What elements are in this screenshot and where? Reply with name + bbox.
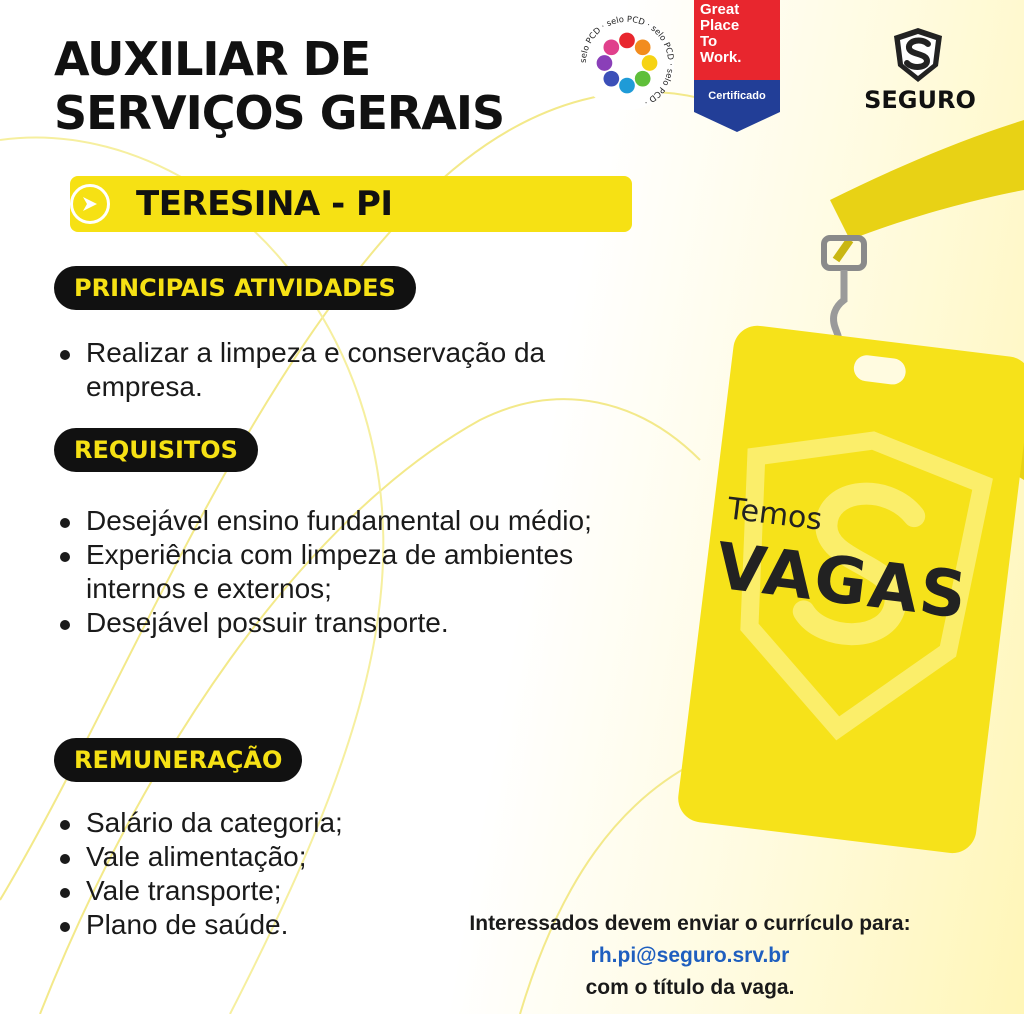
requirements-list [56,504,592,640]
list-item: Realizar a limpeza e conservação da [56,336,545,370]
gptw-line-2: Place [700,17,740,34]
gptw-line-1: Great [700,1,740,18]
chevron-right-icon [70,184,110,224]
list-item-continuation: empresa. [86,371,203,402]
gptw-red-panel [694,0,780,80]
contact-instruction: Interessados devem enviar o currículo para: [469,912,911,935]
gptw-line-3: To [700,33,718,50]
compensation-heading: REMUNERAÇÃO [54,738,302,782]
job-title-line-1: AUXILIAR DE [54,32,371,86]
list-item: Desejável possuir transporte. [56,606,592,640]
job-title-line-2: SERVIÇOS GERAIS [54,86,505,140]
pcd-seal-text: selo PCD · selo PCD · selo PCD · selo PCD · [578,14,676,108]
contact-block [396,908,984,1004]
pcd-seal-icon [578,14,676,112]
gptw-certified-label: Certificado [694,80,780,112]
location-text: TERESINA - PI [136,184,393,224]
card-temos-text: Temos [725,491,825,538]
list-item: Vale alimentação; [56,840,343,874]
gptw-line-4: Work. [700,49,742,66]
list-item: Experiência com limpeza de ambientes [56,538,592,572]
compensation-list [56,806,343,942]
gptw-certified-badge [694,0,780,132]
seguro-shield-icon [892,26,944,84]
lanyard-card [640,120,1024,860]
contact-subject-note: com o título da vaga. [585,976,795,999]
activities-list [56,336,545,404]
job-title [54,32,504,140]
requirements-heading: REQUISITOS [54,428,258,472]
contact-email-link[interactable]: rh.pi@seguro.srv.br [590,944,790,967]
list-item: Vale transporte; [56,874,343,908]
list-item: Desejável ensino fundamental ou médio; [56,504,592,538]
activities-heading: PRINCIPAIS ATIVIDADES [54,266,416,310]
list-item-continuation: internos e externos; [86,573,332,604]
list-item: Salário da categoria; [56,806,343,840]
card-vagas-text: VAGAS [712,529,973,634]
brand-name: SEGURO [864,86,976,114]
list-item: Plano de saúde. [56,908,343,942]
